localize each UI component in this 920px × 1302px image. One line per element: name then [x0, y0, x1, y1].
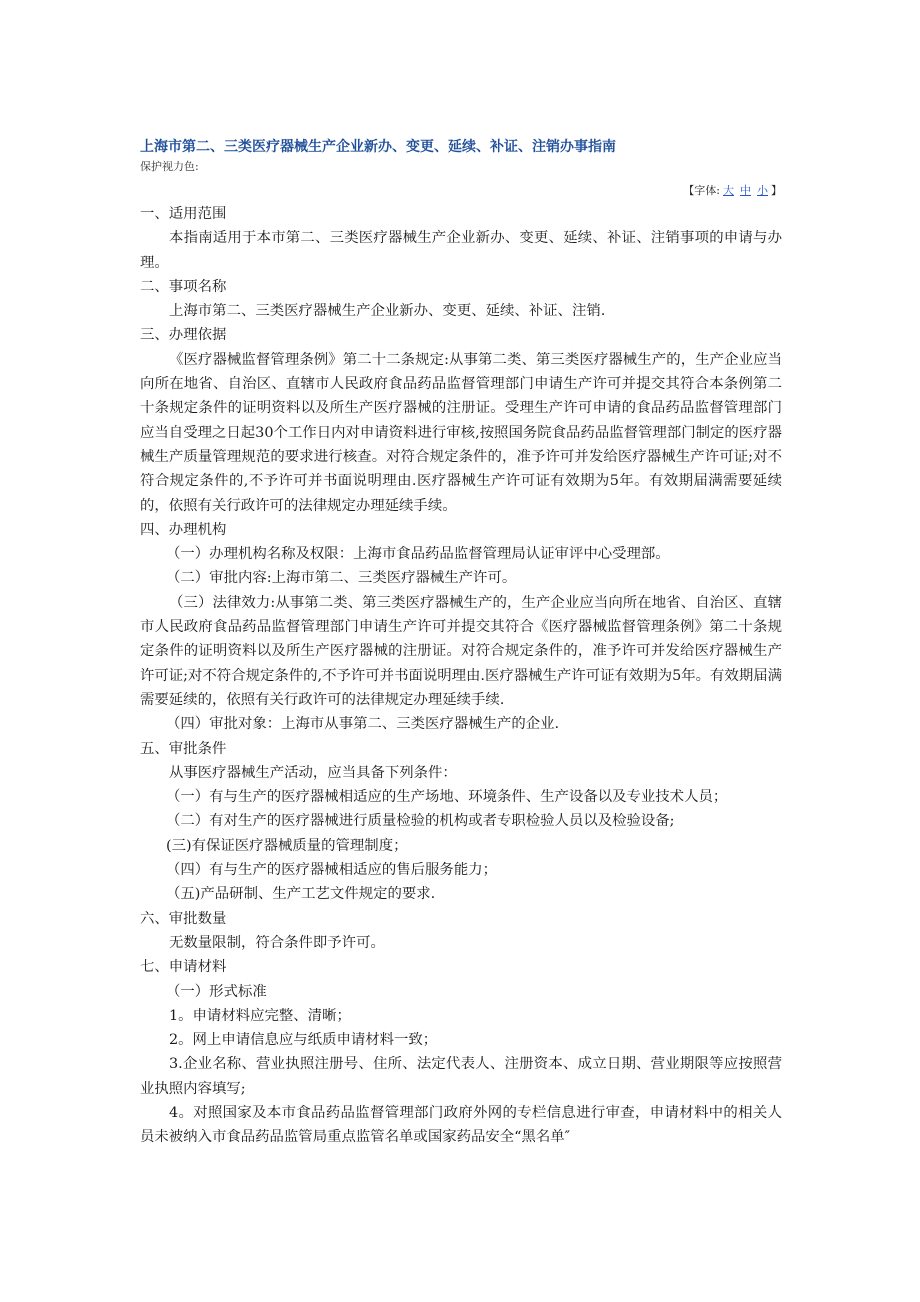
- paragraph: 4。对照国家及本市食品药品监督管理部门政府外网的专栏信息进行审查，申请材料中的相关人员未被纳入市食品药品监管局重点监管名单或国家药品安全“黑名单″: [140, 1104, 782, 1146]
- paragraph: 1。申请材料应完整、清晰；: [169, 1007, 351, 1024]
- paragraph: （一）有与生产的医疗器械相适应的生产场地、环境条件、生产设备以及专业技术人员；: [166, 789, 728, 806]
- paragraph: （一）形式标准: [166, 983, 267, 1000]
- font-bar-suffix: 】: [771, 184, 782, 197]
- paragraph: 本指南适用于本市第二、三类医疗器械生产企业新办、变更、延续、补证、注销事项的申请与办理。: [140, 230, 782, 271]
- font-medium-link[interactable]: 中: [740, 184, 751, 197]
- font-bar-prefix: 【字体:: [683, 184, 720, 197]
- paragraph: （三）法律效力:从事第二类、第三类医疗器械生产的，生产企业应当向所在地省、自治区、直辖市人民政府食品药品监督管理部门申请生产许可并提交其符合《医疗器械监督管理条例》第二十条规定条件的证明资料以及所生产医疗器械的注册证。对符合规定条件的，准予许可并发给医疗器械生产许可证;对不符合规定条件的,不予许可并书面说明理由.医疗器械生产许可证有效期为5年。有效期届满需要延续的，依照有关行政许可的法律规定办理延续手续.: [140, 594, 782, 708]
- paragraph: （二）有对生产的医疗器械进行质量检验的机构或者专职检验人员以及检验设备;: [166, 813, 675, 830]
- section-heading: 五、审批条件: [140, 740, 227, 757]
- paragraph: 2。网上申请信息应与纸质申请材料一致；: [169, 1032, 438, 1049]
- document-body: [140, 202, 782, 1150]
- paragraph: 无数量限制，符合条件即予许可。: [169, 934, 385, 951]
- font-size-bar: [140, 183, 782, 199]
- section-heading: 四、办理机构: [140, 521, 227, 538]
- paragraph: 从事医疗器械生产活动，应当具备下列条件：: [169, 764, 457, 781]
- section-heading: 六、审批数量: [140, 910, 227, 927]
- paragraph: （二）审批内容:上海市第二、三类医疗器械生产许可。: [166, 570, 517, 587]
- paragraph: (三)有保证医疗器械质量的管理制度；: [166, 837, 408, 854]
- section-heading: 一、适用范围: [140, 206, 227, 222]
- font-large-link[interactable]: 大: [723, 184, 734, 197]
- paragraph: 3.企业名称、营业执照注册号、住所、法定代表人、注册资本、成立日期、营业期限等应按照营业执照内容填写;: [140, 1056, 782, 1097]
- paragraph: 上海市第二、三类医疗器械生产企业新办、变更、延续、补证、注销.: [169, 303, 606, 320]
- section-heading: 七、申请材料: [140, 959, 227, 976]
- font-small-link[interactable]: 小: [757, 184, 768, 197]
- paragraph: （四）有与生产的医疗器械相适应的售后服务能力；: [166, 862, 497, 879]
- paragraph: （四）审批对象：上海市从事第二、三类医疗器械生产的企业.: [166, 716, 560, 733]
- document-title: 上海市第二、三类医疗器械生产企业新办、变更、延续、补证、注销办事指南: [140, 139, 616, 155]
- section-heading: 三、办理依据: [140, 327, 227, 344]
- document-page: [140, 136, 782, 1150]
- section-heading: 二、事项名称: [140, 278, 227, 295]
- eye-protection-label: 保护视力色:: [140, 160, 199, 173]
- paragraph: （五)产品研制、生产工艺文件规定的要求.: [166, 886, 436, 903]
- paragraph: 《医疗器械监督管理条例》第二十二条规定:从事第二类、第三类医疗器械生产的，生产企业应当向所在地省、自治区、直辖市人民政府食品药品监督管理部门申请生产许可并提交其符合本条例第二十条规定条件的证明资料以及所生产医疗器械的注册证。受理生产许可申请的食品药品监督管理部门应当自受理之日起30个工作日内对申请资料进行审核,按照国务院食品药品监督管理部门制定的医疗器械生产质量管理规范的要求进行核查。对符合规定条件的，准予许可并发给医疗器械生产许可证;对不符合规定条件的,不予许可并书面说明理由.医疗器械生产许可证有效期为5年。有效期届满需要延续的，依照有关行政许可的法律规定办理延续手续。: [140, 351, 782, 514]
- paragraph: （一）办理机构名称及权限：上海市食品药品监督管理局认证审评中心受理部。: [166, 546, 670, 563]
